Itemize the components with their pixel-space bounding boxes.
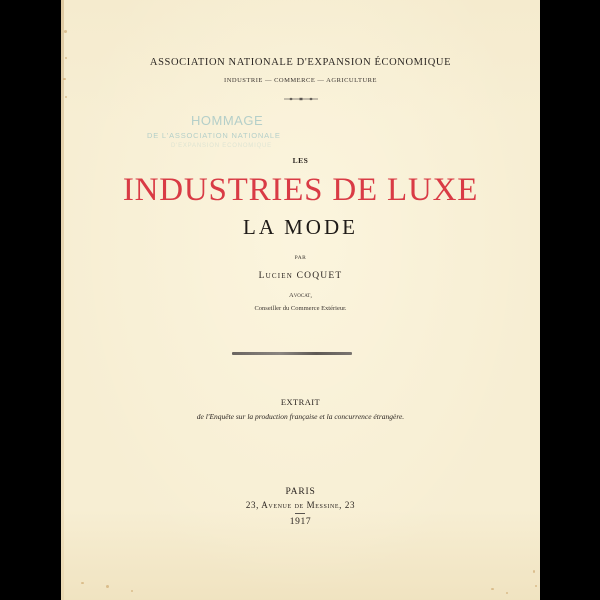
extract-label: EXTRAIT: [280, 397, 321, 407]
foxing-spot: [65, 96, 67, 98]
stamp-line-1: HOMMAGE: [191, 113, 264, 128]
author-role-1: Avocat,: [289, 292, 312, 299]
organization-name: ASSOCIATION NATIONALE D'EXPANSION ÉCONOMIQUE: [149, 57, 452, 68]
imprint-address: 23, Avenue de Messine, 23: [245, 500, 356, 510]
extract-source: de l'Enquête sur la production française et la concurrence étrangère.: [196, 412, 405, 421]
foxing-spot: [533, 570, 535, 573]
stamp-line-3: D'EXPANSION ÉCONOMIQUE: [171, 143, 272, 149]
by-label: PAR: [294, 255, 307, 261]
imprint-divider: [295, 513, 305, 514]
foxing-spot: [491, 588, 494, 590]
foxing-spot: [106, 585, 109, 588]
foxing-spot: [131, 590, 133, 592]
document-page: [61, 0, 540, 600]
document-title: INDUSTRIES DE LUXE: [122, 172, 479, 208]
foxing-spot: [506, 592, 508, 594]
author-name: Lucien COQUET: [258, 271, 343, 281]
stamp-line-2: DE L'ASSOCIATION NATIONALE: [147, 131, 281, 140]
foxing-spot: [64, 30, 67, 33]
author-role-2: Conseiller du Commerce Extérieur.: [254, 305, 347, 312]
title-article: LES: [292, 156, 309, 165]
section-divider-rule: [232, 352, 352, 355]
imprint-year: 1917: [289, 517, 312, 527]
imprint-city: PARIS: [285, 487, 316, 497]
foxing-spot: [535, 585, 537, 587]
organization-sectors: INDUSTRIE — COMMERCE — AGRICULTURE: [224, 77, 377, 84]
foxing-spot: [81, 582, 84, 584]
document-subtitle: LA MODE: [243, 215, 358, 239]
ornament-divider-icon: [284, 97, 318, 101]
